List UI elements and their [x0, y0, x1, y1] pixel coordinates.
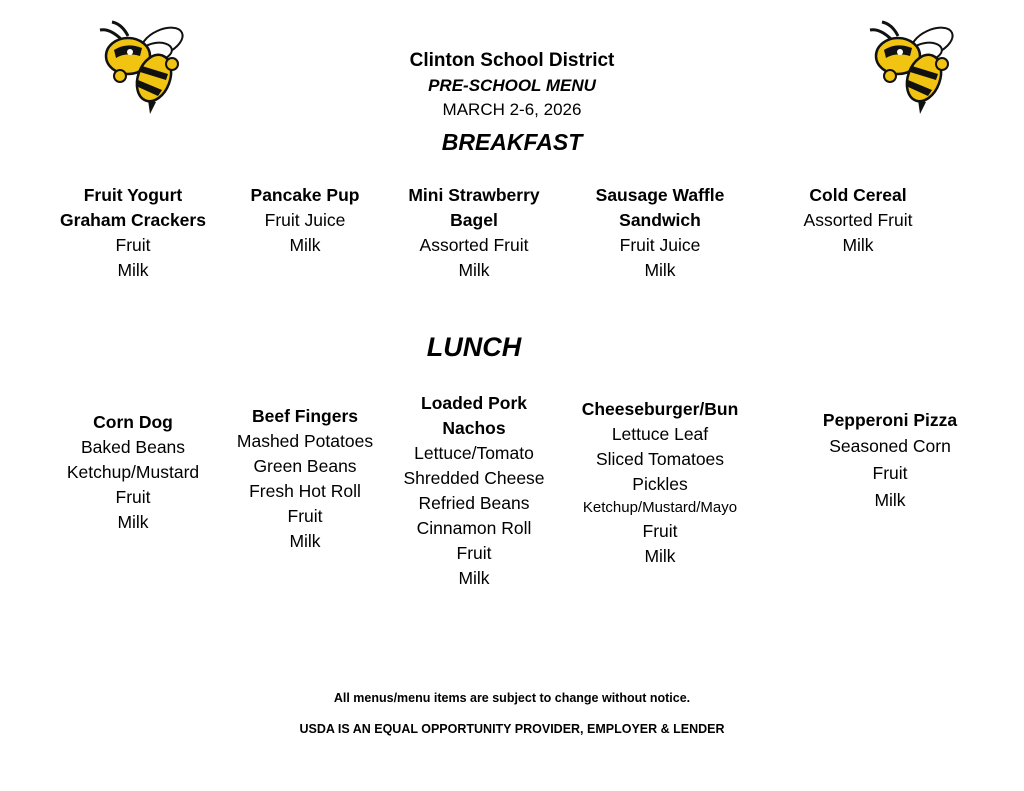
lunch-side: Green Beans	[253, 456, 357, 476]
breakfast-day-3	[379, 183, 569, 283]
lunch-side: Fresh Hot Roll	[249, 481, 361, 501]
change-notice: All menus/menu items are subject to change without notice.	[333, 691, 691, 705]
menu-header	[312, 48, 712, 122]
breakfast-day-4	[565, 183, 755, 283]
lunch-side: Ketchup/Mustard	[66, 462, 200, 482]
lunch-side: Cinnamon Roll	[416, 518, 532, 538]
lunch-side: Fruit	[456, 543, 492, 563]
breakfast-side: Milk	[117, 260, 149, 280]
lunch-day-1	[38, 410, 228, 535]
lunch-day-5	[795, 408, 985, 514]
menu-type: PRE-SCHOOL MENU	[428, 76, 596, 95]
breakfast-side: Assorted Fruit	[803, 210, 913, 230]
breakfast-day-2	[210, 183, 400, 258]
lunch-day-4	[565, 397, 755, 569]
lunch-side: Fruit	[642, 521, 678, 541]
breakfast-entree: Graham Crackers	[60, 210, 206, 230]
lunch-entree: Nachos	[442, 418, 506, 438]
lunch-side: Lettuce Leaf	[611, 424, 709, 444]
breakfast-side: Milk	[289, 235, 321, 255]
lunch-side: Fruit	[287, 506, 323, 526]
breakfast-entree: Pancake Pup	[250, 185, 360, 205]
lunch-entree: Corn Dog	[93, 412, 173, 432]
lunch-side: Refried Beans	[418, 493, 530, 513]
breakfast-side: Assorted Fruit	[419, 235, 529, 255]
yellow-jacket-mascot-icon	[92, 18, 192, 118]
breakfast-day-1	[38, 183, 228, 283]
lunch-side: Milk	[289, 531, 321, 551]
menu-dates: MARCH 2-6, 2026	[442, 100, 582, 119]
lunch-entree: Cheeseburger/Bun	[581, 399, 739, 419]
breakfast-entree: Bagel	[450, 210, 498, 230]
lunch-side: Sliced Tomatoes	[595, 449, 725, 469]
lunch-title: LUNCH	[426, 332, 522, 362]
lunch-side: Fruit	[115, 487, 151, 507]
breakfast-side: Fruit Juice	[619, 235, 701, 255]
lunch-side: Shredded Cheese	[403, 468, 545, 488]
breakfast-entree: Cold Cereal	[809, 185, 907, 205]
lunch-day-2	[210, 404, 400, 554]
lunch-entree: Beef Fingers	[252, 406, 358, 426]
breakfast-entree: Fruit Yogurt	[83, 185, 183, 205]
lunch-side: Milk	[644, 546, 676, 566]
lunch-side: Mashed Potatoes	[236, 431, 374, 451]
lunch-side: Milk	[458, 568, 490, 588]
breakfast-side: Milk	[644, 260, 676, 280]
lunch-side: Ketchup/Mustard/Mayo	[582, 499, 738, 516]
lunch-side: Baked Beans	[80, 437, 186, 457]
breakfast-side: Milk	[458, 260, 490, 280]
lunch-side: Pickles	[632, 474, 688, 494]
breakfast-entree: Mini Strawberry	[408, 185, 540, 205]
yellow-jacket-mascot-icon	[862, 18, 962, 118]
lunch-entree: Pepperoni Pizza	[822, 410, 958, 430]
lunch-side: Fruit	[872, 463, 908, 483]
district-name: Clinton School District	[409, 50, 615, 71]
breakfast-side: Fruit Juice	[264, 210, 346, 230]
lunch-entree: Loaded Pork	[421, 393, 527, 413]
breakfast-day-5	[763, 183, 953, 258]
usda-statement: USDA IS AN EQUAL OPPORTUNITY PROVIDER, EMPLOYER & LENDER	[299, 722, 725, 736]
lunch-side: Lettuce/Tomato	[414, 443, 534, 463]
breakfast-side: Milk	[842, 235, 874, 255]
breakfast-entree: Sandwich	[619, 210, 701, 230]
breakfast-entree: Sausage Waffle	[595, 185, 725, 205]
lunch-day-3	[379, 391, 569, 591]
lunch-side: Seasoned Corn	[829, 436, 951, 456]
breakfast-side: Fruit	[115, 235, 151, 255]
breakfast-title: BREAKFAST	[441, 129, 583, 155]
lunch-side: Milk	[117, 512, 149, 532]
lunch-side: Milk	[874, 490, 906, 510]
